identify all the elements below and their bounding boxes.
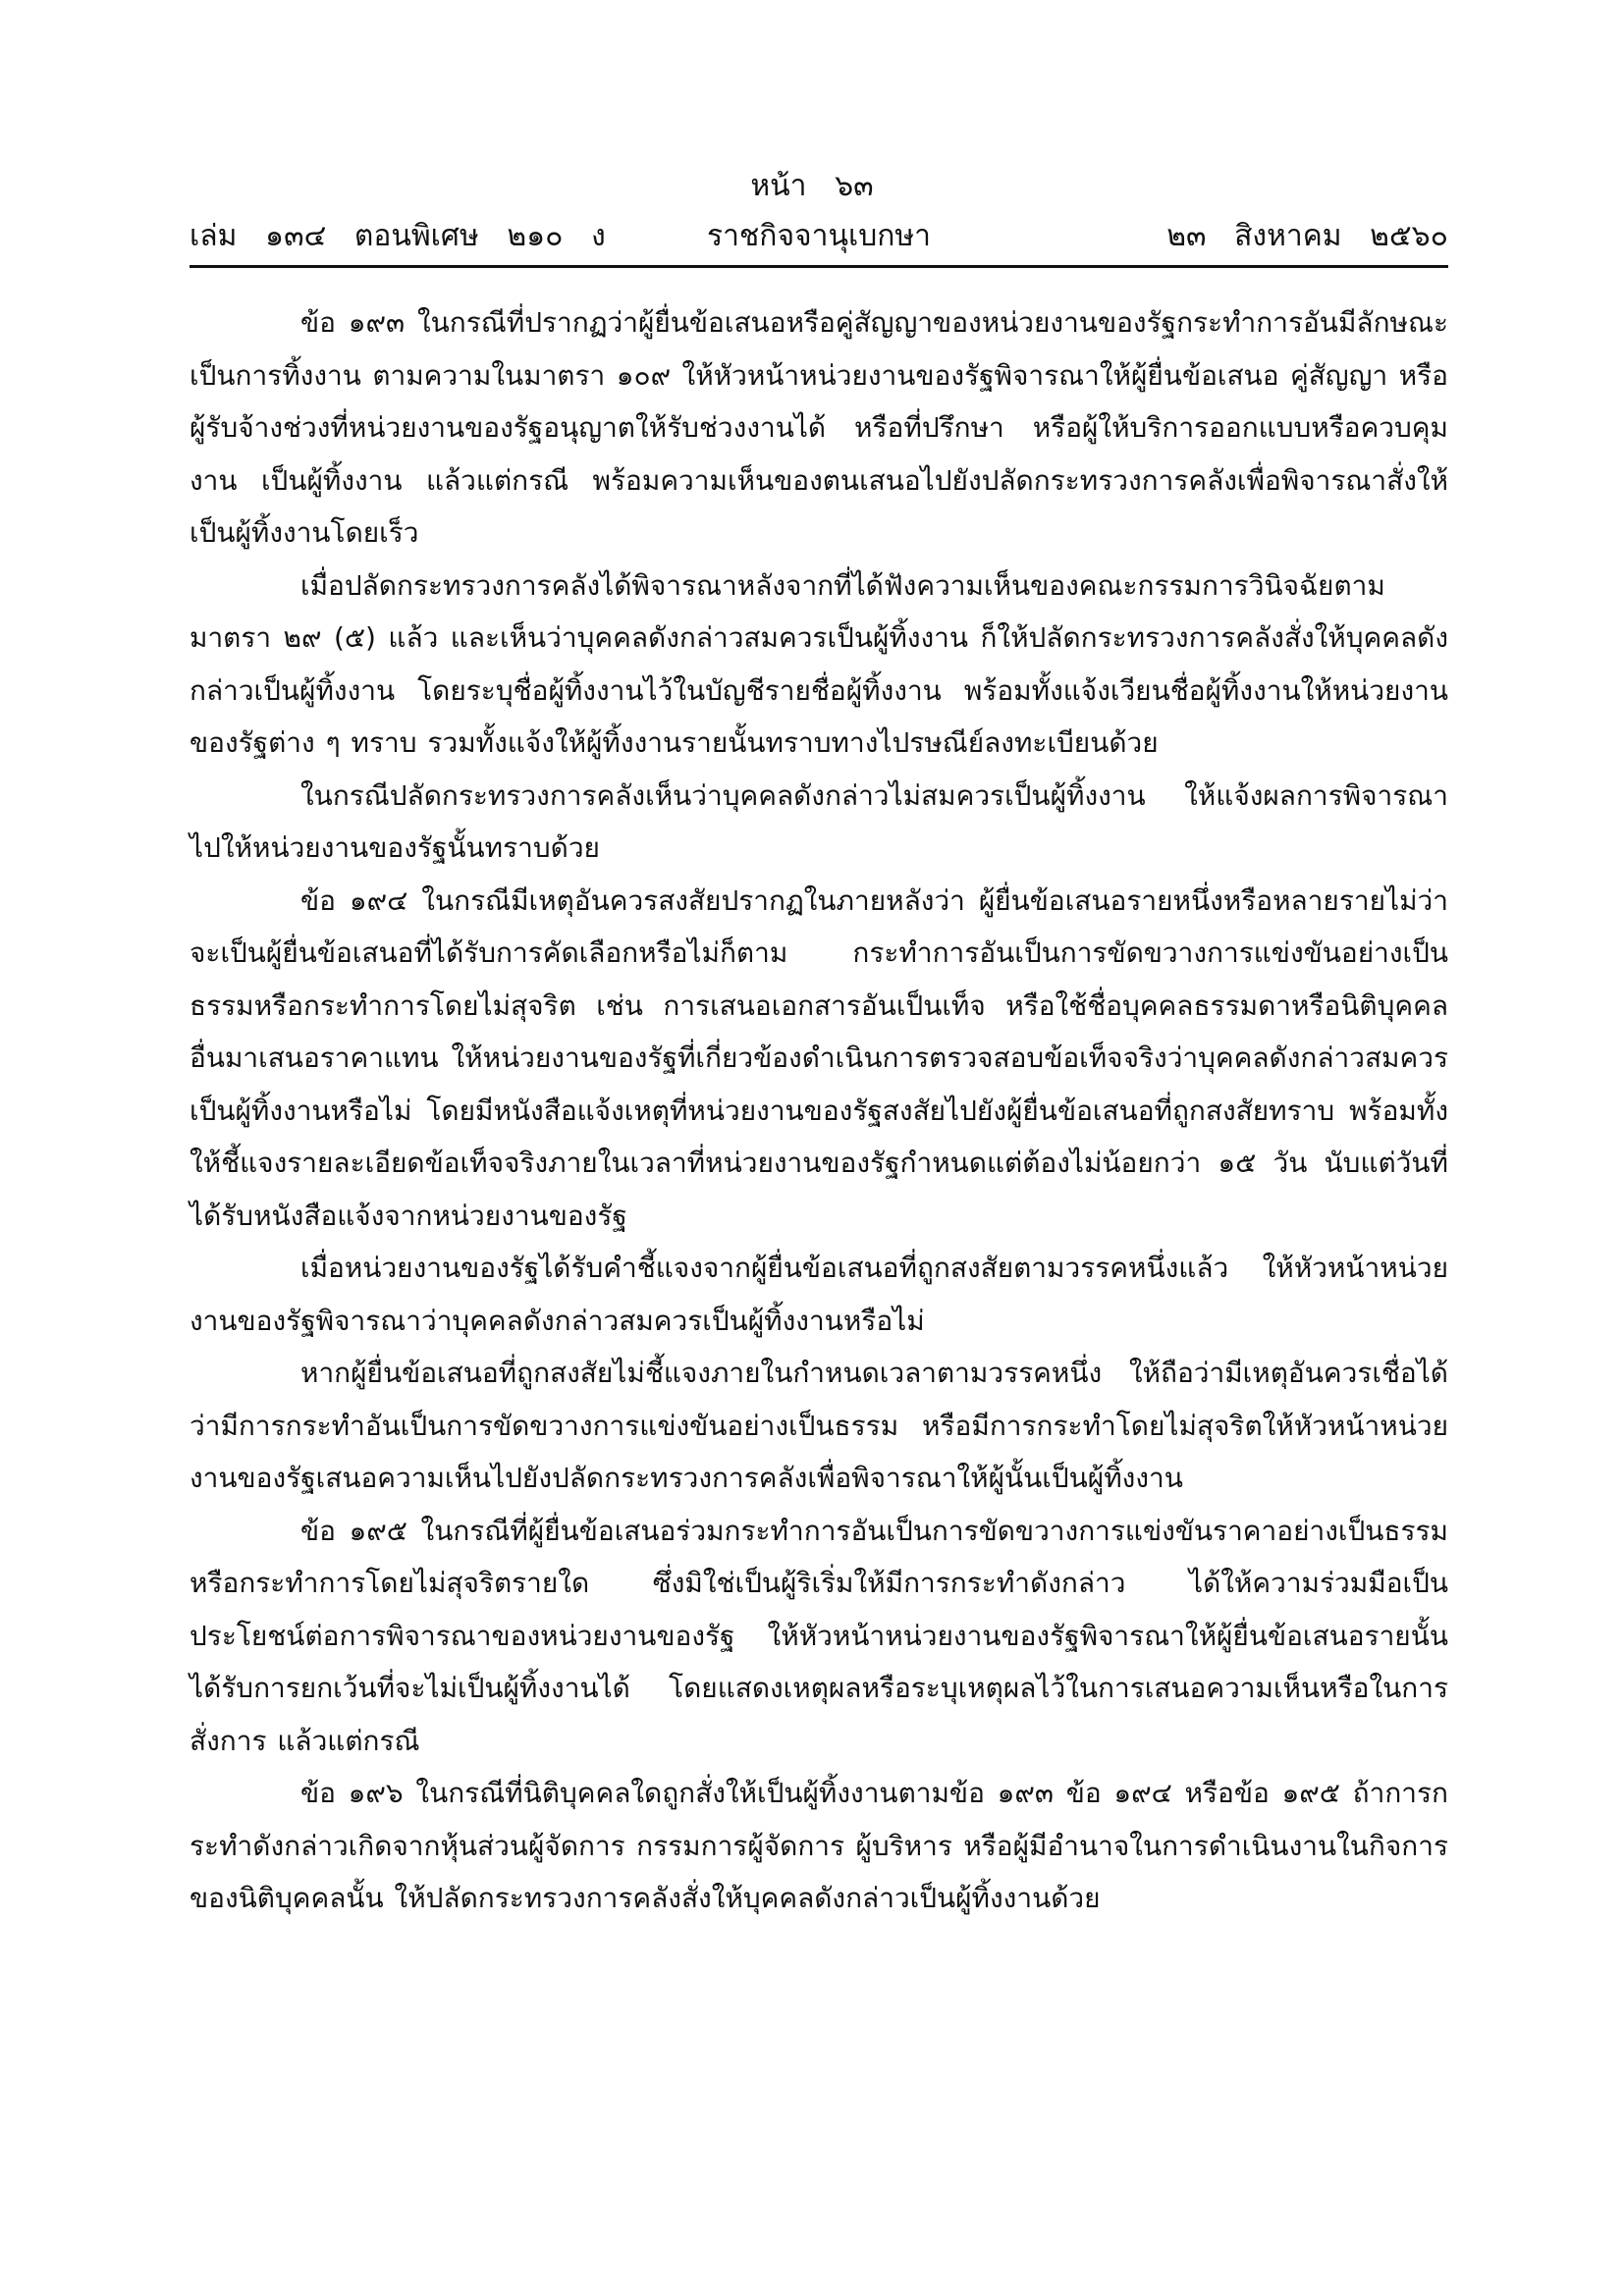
paragraph-clause-195: ข้อ ๑๙๕ ในกรณีที่ผู้ยื่นข้อเสนอร่วมกระทำการอันเป็นการขัดขวางการแข่งขันราคาอย่างเป็นธรรมหรือกระทำการโดยไม่สุจริตรายใด ซึ่งมิใช่เป็นผู้ริเริ่มให้มีการกระทำดังกล่าว ได้ให้ความร่วมมือเป็นประโยชน์ต่อการพิจารณาของหน่วยงานของรัฐ ให้หัวหน้าหน่วยงานของรัฐพิจารณาให้ผู้ยื่นข้อเสนอรายนั้นได้รับการยกเว้นที่จะไม่เป็นผู้ทิ้งงานได้ โดยแสดงเหตุผลหรือระบุเหตุผลไว้ในการเสนอความเห็นหรือในการสั่งการ แล้วแต่กรณี <box>189 1514 1448 1757</box>
paragraph-clause-196: ข้อ ๑๙๖ ในกรณีที่นิติบุคคลใดถูกสั่งให้เป็นผู้ทิ้งงานตามข้อ ๑๙๓ ข้อ ๑๙๔ หรือข้อ ๑๙๕ ถ้าการกระทำดังกล่าวเกิดจากหุ้นส่วนผู้จัดการ กรรมการผู้จัดการ ผู้บริหาร หรือผู้มีอำนาจในการดำเนินงานในกิจการของนิติบุคคลนั้น ให้ปลัดกระทรวงการคลังสั่งให้บุคคลดังกล่าวเป็นผู้ทิ้งงานด้วย <box>189 1777 1448 1914</box>
paragraph-clause-193: ข้อ ๑๙๓ ในกรณีที่ปรากฏว่าผู้ยื่นข้อเสนอหรือคู่สัญญาของหน่วยงานของรัฐกระทำการอันมีลักษณะเป็นการทิ้งงาน ตามความในมาตรา ๑๐๙ ให้หัวหน้าหน่วยงานของรัฐพิจารณาให้ผู้ยื่นข้อเสนอ คู่สัญญา หรือผู้รับจ้างช่วงที่หน่วยงานของรัฐอนุญาตให้รับช่วงงานได้ หรือที่ปรึกษา หรือผู้ให้บริการออกแบบหรือควบคุมงาน เป็นผู้ทิ้งงาน แล้วแต่กรณี พร้อมความเห็นของตนเสนอไปยังปลัดกระทรวงการคลังเพื่อพิจารณาสั่งให้เป็นผู้ทิ้งงานโดยเร็ว <box>189 306 1448 549</box>
volume-issue: เล่ม ๑๓๔ ตอนพิเศษ ๒๑๐ ง <box>189 219 606 253</box>
publication-name: ราชกิจจานุเบกษา <box>706 219 932 253</box>
paragraph-clause-194-no-response: หากผู้ยื่นข้อเสนอที่ถูกสงสัยไม่ชี้แจงภายในกำหนดเวลาตามวรรคหนึ่ง ให้ถือว่ามีเหตุอันควรเชื่อได้ว่ามีการกระทำอันเป็นการขัดขวางการแข่งขันอย่างเป็นธรรม หรือมีการกระทำโดยไม่สุจริตให้หัวหน้าหน่วยงานของรัฐเสนอความเห็นไปยังปลัดกระทรวงการคลังเพื่อพิจารณาให้ผู้นั้นเป็นผู้ทิ้งงาน <box>189 1357 1448 1494</box>
document-body <box>189 296 1448 1925</box>
page-number: หน้า ๖๓ <box>750 169 874 203</box>
publication-date: ๒๓ สิงหาคม ๒๕๖๐ <box>1166 219 1448 253</box>
paragraph-clause-194-review: เมื่อหน่วยงานของรัฐได้รับคำชี้แจงจากผู้ยื่นข้อเสนอที่ถูกสงสัยตามวรรคหนึ่งแล้ว ให้หัวหน้าหน่วยงานของรัฐพิจารณาว่าบุคคลดังกล่าวสมควรเป็นผู้ทิ้งงานหรือไม่ <box>189 1252 1448 1337</box>
paragraph-clause-193-rejection: ในกรณีปลัดกระทรวงการคลังเห็นว่าบุคคลดังกล่าวไม่สมควรเป็นผู้ทิ้งงาน ให้แจ้งผลการพิจารณาไปให้หน่วยงานของรัฐนั้นทราบด้วย <box>189 778 1448 864</box>
paragraph-clause-193-approval: เมื่อปลัดกระทรวงการคลังได้พิจารณาหลังจากที่ได้ฟังความเห็นของคณะกรรมการวินิจฉัยตามมาตรา ๒๙ (๕) แล้ว และเห็นว่าบุคคลดังกล่าวสมควรเป็นผู้ทิ้งงาน ก็ให้ปลัดกระทรวงการคลังสั่งให้บุคคลดังกล่าวเป็นผู้ทิ้งงาน โดยระบุชื่อผู้ทิ้งงานไว้ในบัญชีรายชื่อผู้ทิ้งงาน พร้อมทั้งแจ้งเวียนชื่อผู้ทิ้งงานให้หน่วยงานของรัฐต่าง ๆ ทราบ รวมทั้งแจ้งให้ผู้ทิ้งงานรายนั้นทราบทางไปรษณีย์ลงทะเบียนด้วย <box>189 568 1448 759</box>
paragraph-clause-194: ข้อ ๑๙๔ ในกรณีมีเหตุอันควรสงสัยปรากฏในภายหลังว่า ผู้ยื่นข้อเสนอรายหนึ่งหรือหลายรายไม่ว่าจะเป็นผู้ยื่นข้อเสนอที่ได้รับการคัดเลือกหรือไม่ก็ตาม กระทำการอันเป็นการขัดขวางการแข่งขันอย่างเป็นธรรมหรือกระทำการโดยไม่สุจริต เช่น การเสนอเอกสารอันเป็นเท็จ หรือใช้ชื่อบุคคลธรรมดาหรือนิติบุคคลอื่นมาเสนอราคาแทน ให้หน่วยงานของรัฐที่เกี่ยวข้องดำเนินการตรวจสอบข้อเท็จจริงว่าบุคคลดังกล่าวสมควรเป็นผู้ทิ้งงานหรือไม่ โดยมีหนังสือแจ้งเหตุที่หน่วยงานของรัฐสงสัยไปยังผู้ยื่นข้อเสนอที่ถูกสงสัยทราบ พร้อมทั้งให้ชี้แจงรายละเอียดข้อเท็จจริงภายในเวลาที่หน่วยงานของรัฐกำหนดแต่ต้องไม่น้อยกว่า ๑๕ วัน นับแต่วันที่ได้รับหนังสือแจ้งจากหน่วยงานของรัฐ <box>189 883 1448 1232</box>
gazette-header <box>189 214 1448 259</box>
header-divider <box>189 265 1448 268</box>
